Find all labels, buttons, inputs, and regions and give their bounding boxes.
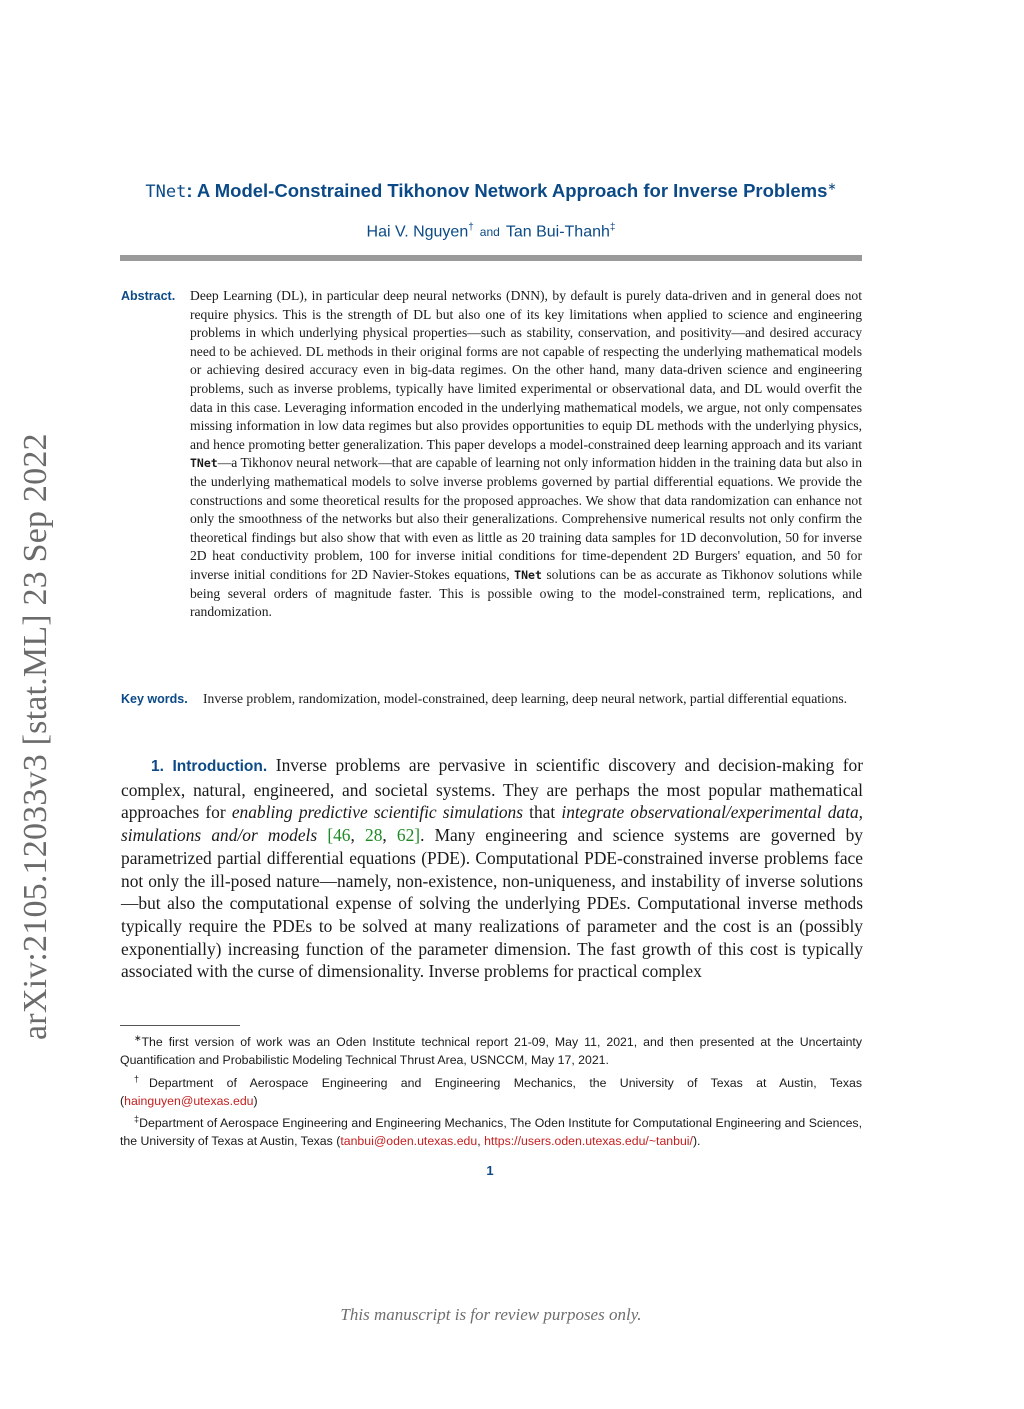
abstract-label: Abstract. xyxy=(121,289,176,303)
footnotes xyxy=(120,1029,862,1151)
abstract-code-1: TNet xyxy=(190,456,218,471)
homepage-link[interactable]: https://users.oden.utexas.edu/~tanbui/ xyxy=(484,1134,693,1149)
footnote-1-mark: ∗ xyxy=(134,1033,142,1043)
abstract-code-2: TNet xyxy=(514,567,542,582)
footnote-1 xyxy=(120,1029,862,1070)
footnote-3-mark: ‡ xyxy=(134,1114,140,1124)
footnote-3 xyxy=(120,1110,862,1151)
keywords xyxy=(121,690,862,709)
review-notice: This manuscript is for review purposes only. xyxy=(340,1305,642,1324)
arxiv-id: arXiv:2105.12033v3 [stat.ML] 23 Sep 2022 xyxy=(17,433,54,1040)
author-1: Hai V. Nguyen xyxy=(366,223,469,241)
citation-link-28[interactable]: 28 xyxy=(365,825,383,846)
paper-title xyxy=(120,180,862,202)
introduction-section: 1. Introduction. Inverse problems are pervasive in scientific discovery and decision-making for complex, natural, engineered, and societal systems. They are perhaps the most popular mathematical approaches for enabling predictive scientific simulations that integrate observational/experimental data, simulations and/or models [46, 28, 62]. Many engineering and science systems are governed by parametrized partial differential equations (PDE). Computational PDE-constrained inverse problems face not only the ill-posed nature—namely, non-existence, non-uniqueness, and instability of inverse solutions—but also the computational expense of solving the underlying PDEs. Computational inverse methods typically require the PDEs to be solved at many realizations of parameter and the cost is an (possibly exponentially) increasing function of the parameter dimension. The fast growth of this cost is typically associated with the curse of dimensionality. Inverse problems for practical complex xyxy=(121,755,864,982)
author-and: and xyxy=(479,225,500,240)
citation-link-62[interactable]: 62 xyxy=(396,825,415,846)
page-number: 1 xyxy=(486,1163,494,1178)
arxiv-watermark xyxy=(8,430,64,1040)
keywords-label: Key words. xyxy=(121,692,188,706)
title-footnote-mark: ∗ xyxy=(827,181,837,193)
intro-text-3: . Many engineering and science systems are governed by parametrized partial differential equations (PDE). Computational PDE-constrained inverse problems face not only the ill-posed nature—namely, non-existence, non-uniqueness, and instability of inverse solutions—but also the computational expense of solving the underlying PDEs. Computational inverse methods typically require the PDEs to be solved at many realizations of parameter and the cost is an (possibly exponentially) increasing function of the parameter dimension. The fast growth of this cost is typically associated with the curse of dimensionality. Inverse problems for practical complex xyxy=(121,825,863,982)
intro-italic-2: integrate observational/experimental data, simulations and/or models xyxy=(121,802,863,846)
footnote-3-sep: , xyxy=(477,1134,485,1149)
intro-text-1: Inverse problems are pervasive in scientific discovery and decision-making for complex, natural, engineered, and societal systems. They are perhaps the most popular mathematical approaches for xyxy=(121,755,864,823)
footnote-2 xyxy=(120,1070,862,1111)
introduction-heading: 1. Introduction. xyxy=(151,758,268,775)
citation-close-bracket: ] xyxy=(414,825,421,846)
intro-italic-1: enabling predictive scientific simulations xyxy=(231,802,523,823)
abstract-text-1: Deep Learning (DL), in particular deep neural networks (DNN), by default is purely data-driven and in general does not require physics. This is the strength of DL but also one of its key limitations when applied to science and engineering problems in which underlying physical properties—such as stability, conservation, and positivity—and desired accuracy need to be achieved. DL methods in their original forms are not capable of respecting the underlying mathematical models or achieving desired accuracy even in big-data regimes. On the other hand, many data-driven science and engineering problems, such as inverse problems, typically have limited experimental or observational data, and DL would overfit the data in this case. Leveraging information encoded in the underlying mathematical models, we argue, not only compensates missing information in low data regimes but also provides opportunities to equip DL methods with the underlying physics, and hence promoting better generalization. This paper develops a model-constrained deep learning approach and its variant xyxy=(190,288,862,452)
citation-link-46[interactable]: 46 xyxy=(333,825,351,846)
footnote-3-end: ). xyxy=(692,1134,701,1149)
email-link-bui-thanh[interactable]: tanbui@oden.utexas.edu xyxy=(340,1134,478,1149)
email-link-nguyen[interactable]: hainguyen@utexas.edu xyxy=(124,1093,254,1108)
abstract-text-2: —a Tikhonov neural network—that are capable of learning not only information hidden in the training data but also in the underlying mathematical models to solve inverse problems governed by partial differential equations. We provide the constructions and some theoretical results for the proposed approaches. We show that data randomization can enhance not only the smoothness of the networks but also their generalizations. Comprehensive numerical results not only confirm the theoretical findings but also show that with even as little as 20 training data samples for 1D deconvolution, 50 for inverse 2D heat conductivity problem, 100 for inverse initial conditions for time-dependent 2D Burgers' equation, and 50 for inverse initial conditions for 2D Navier-Stokes equations, xyxy=(190,455,862,582)
footnote-1-text: The first version of work was an Oden Institute technical report 21-09, May 11, 2021, and then presented at the Uncertainty Quantification and Probabilistic Modeling Technical Thrust Area, USNCCM, May 17, 2021. xyxy=(120,1035,862,1068)
footnote-2-mark: † xyxy=(134,1073,149,1084)
abstract xyxy=(121,287,862,622)
citation-open-bracket: [ xyxy=(327,825,334,846)
abstract-text-3: solutions can be as accurate as Tikhonov solutions while being several orders of magnitude faster. This is possible owing to the model-constrained term, replications, and randomization. xyxy=(190,566,863,620)
keywords-text: Inverse problem, randomization, model-constrained, deep learning, deep neural network, partial differential equations. xyxy=(203,691,848,706)
footnote-2-text: Department of Aerospace Engineering and Engineering Mechanics, the University of Texas at Austin, Texas ( xyxy=(120,1075,862,1108)
author-line xyxy=(120,222,862,241)
title-text: : A Model-Constrained Tikhonov Network Approach for Inverse Problems xyxy=(186,180,828,202)
footnote-3-text: Department of Aerospace Engineering and Engineering Mechanics, The Oden Institute for Computational Engineering and Sciences, the University of Texas at Austin, Texas ( xyxy=(120,1116,863,1149)
author-2: Tan Bui-Thanh xyxy=(505,223,610,241)
author-1-mark: † xyxy=(468,222,474,233)
intro-text-2: that xyxy=(529,802,556,823)
abstract-body xyxy=(190,287,862,622)
footnote-rule xyxy=(120,1025,240,1026)
title-rule xyxy=(120,255,862,261)
author-2-mark: ‡ xyxy=(609,222,616,233)
footnote-2-end: ) xyxy=(253,1093,258,1108)
title-code: TNet xyxy=(145,182,187,203)
